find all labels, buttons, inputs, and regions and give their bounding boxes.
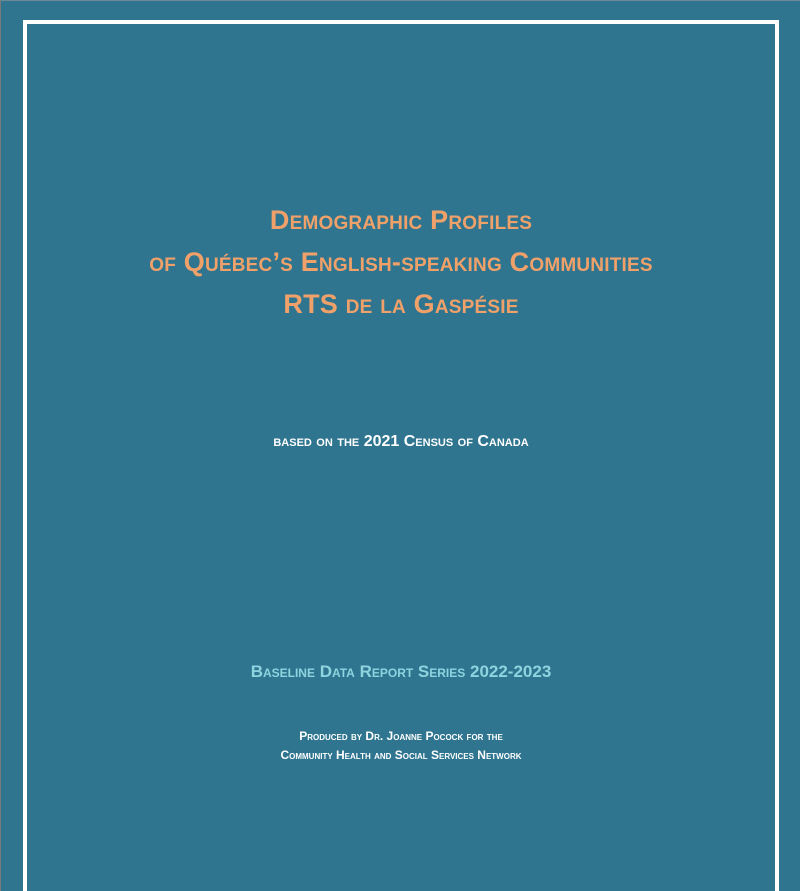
census-subtitle: based on the 2021 Census of Canada [273,433,529,450]
report-title [1,199,800,325]
author-credit [1,727,800,765]
author-credit-line-2: Community Health and Social Services Network [280,748,522,762]
title-line-3: RTS de la Gaspésie [283,289,519,319]
report-series-label: Baseline Data Report Series 2022-2023 [250,662,552,681]
author-credit-line-1: Produced by Dr. Joanne Pocock for the [299,729,503,743]
title-line-2: of Québec’s English-speaking Communities [149,247,653,277]
title-line-1: Demographic Profiles [269,205,533,235]
